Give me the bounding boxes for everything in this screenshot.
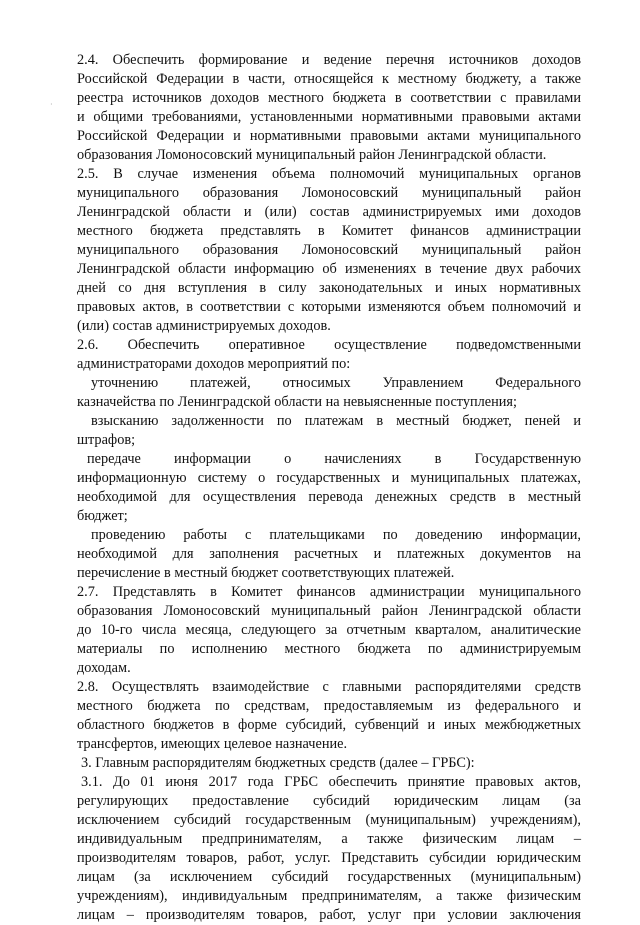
text-line: Российской Федерации и нормативными правовыми актами муниципального [77,128,581,144]
text-line: казначейства по Ленинградской области на невыясненные поступления; [77,394,517,410]
text-line: областного бюджетов в форме субсидий, субвенций и иных межбюджетных [77,717,581,733]
text-line: штрафов; [77,432,136,448]
text-line: регулирующих предоставление субсидий юридическим лицам (за [77,793,581,809]
text-line: до 10-го числа месяца, следующего за отчетным кварталом, аналитические [77,622,581,638]
text-line: образования Ломоносовский муниципальный район Ленинградской области [77,603,581,619]
text-line: правовых актов, в соответствии с которыми изменяются объем полномочий и [77,299,581,315]
text-line: материалы по исполнению местного бюджета по администрируемым [77,641,581,657]
text-line: проведению работы с плательщиками по доведению информации, [91,527,581,543]
text-line: доходам. [77,660,131,676]
text-line: муниципального образования Ломоносовский муниципальный район [77,242,581,258]
text-line: (или) состав администрируемых доходов. [77,318,331,334]
text-line: 2.8. Осуществлять взаимодействие с главными распорядителями средств [77,679,581,695]
text-line: лицам – производителям товаров, работ, услуг при условии заключения [77,907,581,923]
text-line: 2.7. Представлять в Комитет финансов администрации муниципального [77,584,581,600]
margin-dot: · [50,100,53,109]
text-line: передаче информации о начислениях в Государственную [87,451,581,467]
document-body [77,51,581,925]
text-line: бюджет; [77,508,128,524]
text-line: перечисление в местный бюджет соответствующих платежей. [77,565,455,581]
text-line: 2.4. Обеспечить формирование и ведение перечня источников доходов [77,52,581,68]
text-line: местного бюджета представлять в Комитет финансов администрации [77,223,581,239]
text-line: необходимой для заполнения расчетных и платежных документов на [77,546,581,562]
text-line: дней со дня вступления в силу законодательных и иных нормативных [77,280,581,296]
text-line: информационную систему о государственных и муниципальных платежах, [77,470,581,486]
text-line: уточнению платежей, относимых Управлением Федерального [91,375,581,391]
text-line: реестра источников доходов местного бюджета в соответствии с правилами [77,90,581,106]
text-line: 2.5. В случае изменения объема полномочий муниципальных органов [77,166,581,182]
text-line: исключением субсидий государственным (муниципальным) учреждениям), [77,812,581,828]
text-line: 3.1. До 01 июня 2017 года ГРБС обеспечить принятие правовых актов, [81,774,581,790]
text-line: и общими требованиями, установленными нормативными правовыми актами [77,109,581,125]
text-line: лицам (за исключением субсидий государственных (муниципальным) [77,869,581,885]
text-line: Ленинградской области и (или) состав администрируемых ими доходов [77,204,581,220]
text-line: Российской Федерации в части, относящейся к местному бюджету, а также [77,71,581,87]
text-line: муниципального образования Ломоносовский муниципальный район [77,185,581,201]
text-line: 3. Главным распорядителям бюджетных средств (далее – ГРБС): [81,755,475,771]
text-line: администраторами доходов мероприятий по: [77,356,351,372]
text-line: индивидуальным предпринимателям, а также физическим лицам – [77,831,581,847]
text-line: образования Ломоносовский муниципальный район Ленинградской области. [77,147,547,163]
text-line: учреждениям), индивидуальным предпринимателям, а также физическим [77,888,581,904]
text-line: 2.6. Обеспечить оперативное осуществление подведомственными [77,337,581,353]
text-line: необходимой для осуществления перевода денежных средств в местный [77,489,581,505]
text-line: производителям товаров, работ, услуг. Представить субсидии юридическим [77,850,581,866]
text-line: трансфертов, имеющих целевое назначение. [77,736,348,752]
text-line: Ленинградской области информацию об изменениях в течение двух рабочих [77,261,581,277]
text-line: местного бюджета по средствам, предоставляемым из федерального и [77,698,581,714]
text-line: взысканию задолженности по платежам в местный бюджет, пеней и [91,413,581,429]
